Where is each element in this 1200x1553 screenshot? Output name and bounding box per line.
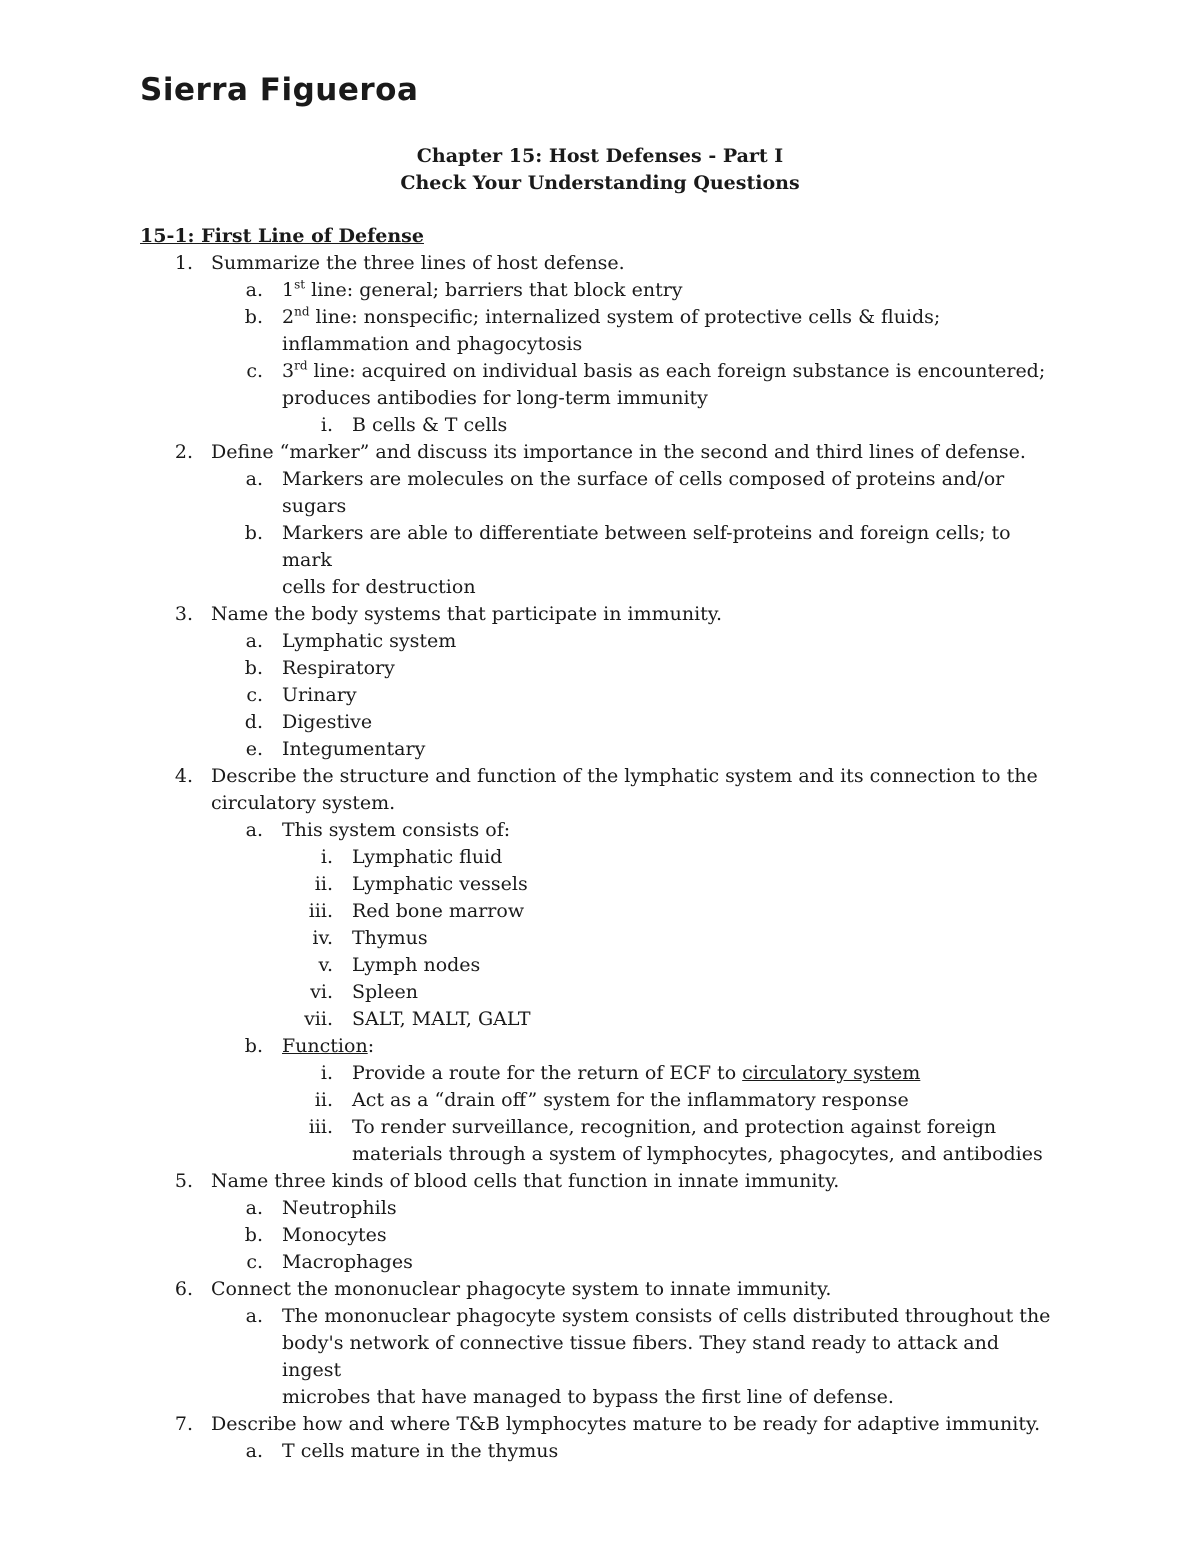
answer-continuation	[140, 1141, 1060, 1168]
answer-text: Red bone marrow	[352, 900, 525, 922]
list-marker: b.	[244, 1035, 263, 1057]
ordinal: 3	[282, 360, 295, 382]
answer-item	[140, 277, 1060, 304]
sub-answer-item	[140, 1114, 1060, 1141]
answer-text: SALT, MALT, GALT	[352, 1008, 531, 1030]
answer-text: Monocytes	[282, 1224, 387, 1246]
list-marker: b.	[244, 657, 263, 679]
answer-text: Digestive	[282, 711, 373, 733]
answer-text: Urinary	[282, 684, 357, 706]
list-marker: iii.	[308, 900, 333, 922]
colon: :	[367, 1035, 375, 1057]
answer-item	[140, 655, 1060, 682]
answer-continuation	[140, 574, 1060, 601]
answer-continuation	[140, 1330, 1060, 1384]
answer-text: line: nonspecific; internalized system of protective cells & fluids;	[309, 306, 941, 328]
answer-item	[140, 466, 1060, 520]
sub-answer-item	[140, 1087, 1060, 1114]
continuation-text: circulatory system.	[211, 792, 396, 814]
answer-text: Integumentary	[282, 738, 426, 760]
question-2	[140, 439, 1060, 466]
sub-answer-item	[140, 1060, 1060, 1087]
list-marker: a.	[245, 1305, 263, 1327]
sub-answer-item	[140, 844, 1060, 871]
answer-text: B cells & T cells	[352, 414, 508, 436]
list-marker: c.	[246, 1251, 263, 1273]
sub-answer-item	[140, 1006, 1060, 1033]
answer-text: T cells mature in the thymus	[282, 1440, 559, 1462]
question-7	[140, 1411, 1060, 1438]
answer-item	[140, 1249, 1060, 1276]
answer-text: Provide a route for the return of ECF to	[352, 1062, 743, 1084]
answer-text: This system consists of:	[282, 819, 511, 841]
sub-answer-item	[140, 952, 1060, 979]
continuation-text: produces antibodies for long-term immunity	[282, 387, 708, 409]
continuation-text: body's network of connective tissue fibers. They stand ready to attack and ingest	[282, 1332, 999, 1381]
question-6	[140, 1276, 1060, 1303]
answer-item	[140, 817, 1060, 844]
list-marker: a.	[245, 630, 263, 652]
list-marker: iv.	[312, 927, 333, 949]
answer-text: line: acquired on individual basis as each foreign substance is encountered;	[307, 360, 1046, 382]
answer-text: Markers are able to differentiate between self-proteins and foreign cells; to mark	[282, 522, 1011, 571]
question-list	[140, 223, 1060, 1465]
list-marker: i.	[320, 414, 333, 436]
underlined-term: circulatory system	[742, 1062, 921, 1084]
list-marker: b.	[244, 306, 263, 328]
list-marker: b.	[244, 1224, 263, 1246]
question-5	[140, 1168, 1060, 1195]
answer-continuation	[140, 1384, 1060, 1411]
question-1	[140, 250, 1060, 277]
answer-text: Act as a “drain off” system for the inflammatory response	[352, 1089, 909, 1111]
answer-item	[140, 304, 1060, 331]
answer-text: Lymphatic fluid	[352, 846, 503, 868]
answer-text: Macrophages	[282, 1251, 413, 1273]
question-text: Define “marker” and discuss its importance in the second and third lines of defense.	[211, 441, 1026, 463]
answer-text: Lymph nodes	[352, 954, 481, 976]
answer-item	[140, 1222, 1060, 1249]
answer-item	[140, 1195, 1060, 1222]
subtitle: Check Your Understanding Questions	[400, 172, 800, 194]
list-marker: 6.	[174, 1278, 193, 1300]
sub-answer-item	[140, 979, 1060, 1006]
answer-item	[140, 628, 1060, 655]
answer-item	[140, 1438, 1060, 1465]
list-marker: 1.	[174, 252, 193, 274]
sub-answer-item	[140, 412, 1060, 439]
answer-item	[140, 709, 1060, 736]
list-marker: ii.	[314, 873, 333, 895]
title-block	[0, 143, 1200, 197]
answer-text: Lymphatic vessels	[352, 873, 528, 895]
answer-text: Respiratory	[282, 657, 395, 679]
list-marker: a.	[245, 1197, 263, 1219]
answer-text: Markers are molecules on the surface of cells composed of proteins and/or sugars	[282, 468, 1005, 517]
ordinal-suffix: nd	[294, 304, 310, 319]
answer-text: Spleen	[352, 981, 418, 1003]
answer-item	[140, 520, 1060, 574]
list-marker: d.	[244, 711, 263, 733]
list-marker: ii.	[314, 1089, 333, 1111]
list-marker: a.	[245, 279, 263, 301]
continuation-text: cells for destruction	[282, 576, 476, 598]
chapter-title: Chapter 15: Host Defenses - Part I	[416, 145, 784, 167]
question-text: Name the body systems that participate in immunity.	[211, 603, 723, 625]
question-text: Connect the mononuclear phagocyte system to innate immunity.	[211, 1278, 832, 1300]
answer-text: Thymus	[352, 927, 428, 949]
answer-text: Lymphatic system	[282, 630, 457, 652]
answer-continuation	[140, 331, 1060, 358]
answer-item	[140, 736, 1060, 763]
list-marker: vii.	[304, 1008, 333, 1030]
sub-answer-item	[140, 898, 1060, 925]
ordinal-suffix: st	[294, 277, 306, 292]
author-name: Sierra Figueroa	[140, 72, 419, 108]
question-text: Name three kinds of blood cells that function in innate immunity.	[211, 1170, 840, 1192]
question-continuation	[140, 790, 1060, 817]
answer-item	[140, 358, 1060, 385]
sub-answer-item	[140, 925, 1060, 952]
ordinal: 1	[282, 279, 295, 301]
answer-text: Neutrophils	[282, 1197, 397, 1219]
list-marker: 4.	[174, 765, 193, 787]
function-label: Function	[282, 1035, 368, 1057]
list-marker: 5.	[174, 1170, 193, 1192]
question-text: Summarize the three lines of host defense.	[211, 252, 625, 274]
answer-text: To render surveillance, recognition, and protection against foreign	[352, 1116, 997, 1138]
list-marker: a.	[245, 468, 263, 490]
continuation-text: microbes that have managed to bypass the first line of defense.	[282, 1386, 894, 1408]
ordinal: 2	[282, 306, 295, 328]
list-marker: e.	[245, 738, 263, 760]
sub-answer-item	[140, 871, 1060, 898]
list-marker: 3.	[174, 603, 193, 625]
question-text: Describe the structure and function of the lymphatic system and its connection to the	[211, 765, 1038, 787]
list-marker: iii.	[308, 1116, 333, 1138]
ordinal-suffix: rd	[294, 358, 308, 373]
section-heading: 15-1: First Line of Defense	[140, 225, 424, 247]
answer-item	[140, 1033, 1060, 1060]
list-marker: a.	[245, 1440, 263, 1462]
question-text: Describe how and where T&B lymphocytes mature to be ready for adaptive immunity.	[211, 1413, 1041, 1435]
question-3	[140, 601, 1060, 628]
list-marker: 2.	[174, 441, 193, 463]
list-marker: i.	[320, 846, 333, 868]
answer-continuation	[140, 385, 1060, 412]
list-marker: b.	[244, 522, 263, 544]
answer-item	[140, 1303, 1060, 1330]
question-4	[140, 763, 1060, 790]
continuation-text: inflammation and phagocytosis	[282, 333, 583, 355]
list-marker: vi.	[310, 981, 333, 1003]
continuation-text: materials through a system of lymphocytes, phagocytes, and antibodies	[352, 1143, 1043, 1165]
list-marker: v.	[318, 954, 333, 976]
list-marker: i.	[320, 1062, 333, 1084]
answer-text: The mononuclear phagocyte system consists of cells distributed throughout the	[282, 1305, 1051, 1327]
list-marker: c.	[246, 360, 263, 382]
list-marker: 7.	[174, 1413, 193, 1435]
answer-item	[140, 682, 1060, 709]
list-marker: a.	[245, 819, 263, 841]
list-marker: c.	[246, 684, 263, 706]
answer-text: line: general; barriers that block entry	[305, 279, 683, 301]
